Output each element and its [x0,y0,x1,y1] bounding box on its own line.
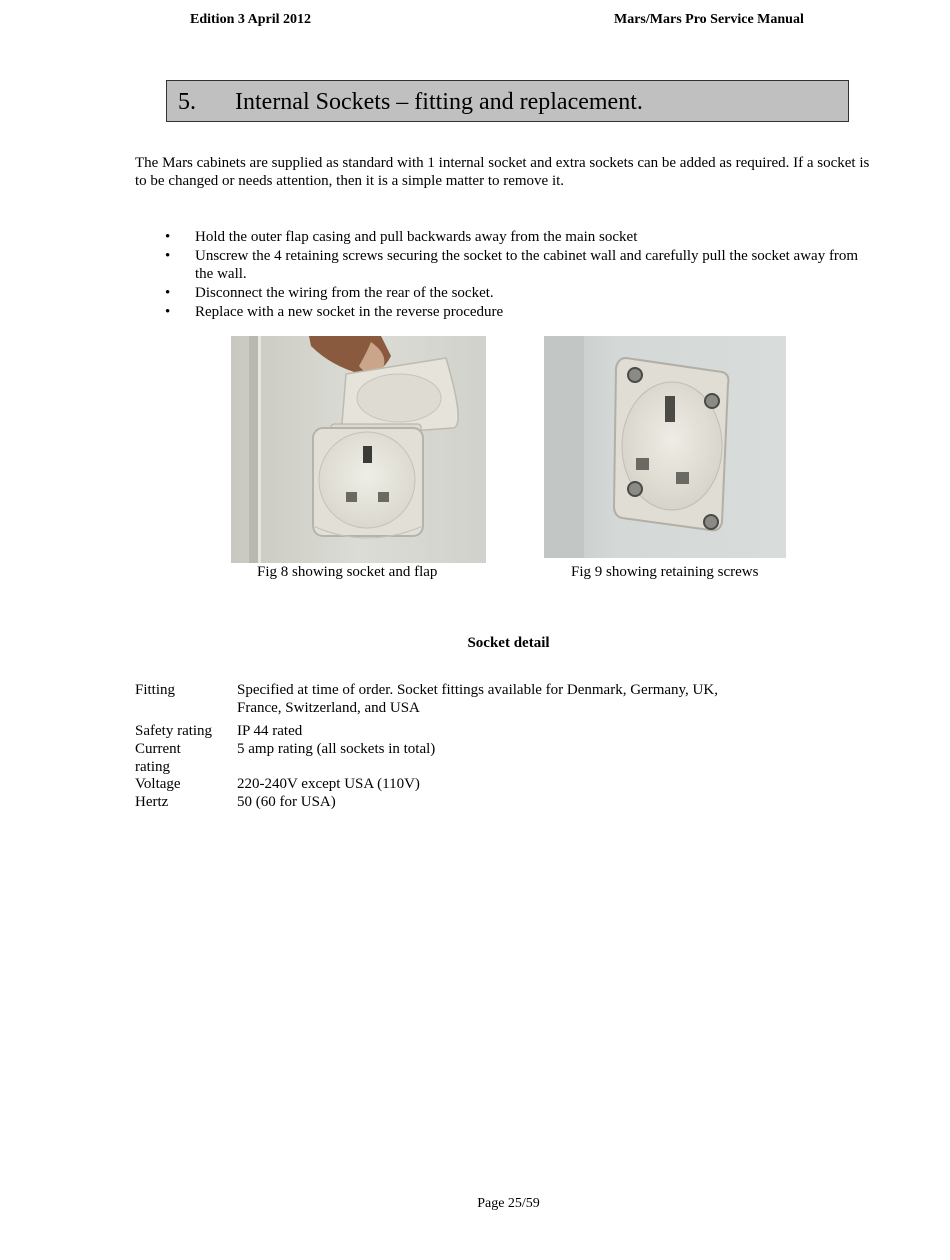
step-text: Unscrew the 4 retaining screws securing the socket to the cabinet wall and carefully pull the socket away from the wall. [195,248,859,282]
list-item [165,228,875,246]
spec-value-voltage: 220-240V except USA (110V) [237,776,420,792]
bullet-icon: • [165,285,171,301]
spec-label-current: Current rating [135,741,181,775]
spec-label-fitting: Fitting [135,682,176,698]
spec-label-hertz: Hertz [135,794,169,810]
header-manual-title: Mars/Mars Pro Service Manual [614,12,804,27]
list-item [165,284,875,302]
fig9-retaining-screws-photo [544,336,786,558]
section-heading [166,80,849,122]
spec-label-safety: Safety rating [135,723,213,739]
steps-list [165,228,875,322]
fig8-caption: Fig 8 showing socket and flap [257,564,438,580]
spec-value-safety: IP 44 rated [237,723,303,739]
step-text: Hold the outer flap casing and pull backwards away from the main socket [195,229,638,245]
header-edition: Edition 3 April 2012 [190,12,311,27]
step-text: Disconnect the wiring from the rear of the socket. [195,285,494,301]
intro-paragraph: The Mars cabinets are supplied as standard with 1 internal socket and extra sockets can be added as required. If a socket is to be changed or needs attention, then it is a simple matter to remove it. [135,155,870,189]
fig9-caption: Fig 9 showing retaining screws [571,564,759,580]
spec-value-hertz: 50 (60 for USA) [237,794,336,810]
spec-value-current: 5 amp rating (all sockets in total) [237,741,436,757]
socket-detail-title: Socket detail [467,635,550,651]
fig8-socket-flap-photo [231,336,486,563]
section-title: Internal Sockets – fitting and replacement. [235,89,643,115]
page-number: Page 25/59 [477,1196,540,1211]
spec-label-voltage: Voltage [135,776,181,792]
bullet-icon: • [165,229,171,245]
spec-value-fitting: Specified at time of order. Socket fittings available for Denmark, Germany, UK, France, Switzerland, and USA [237,682,718,716]
list-item [165,247,875,283]
step-text: Replace with a new socket in the reverse procedure [195,304,504,320]
bullet-icon: • [165,248,171,264]
list-item [165,303,875,321]
section-number: 5. [178,89,196,115]
bullet-icon: • [165,304,171,320]
